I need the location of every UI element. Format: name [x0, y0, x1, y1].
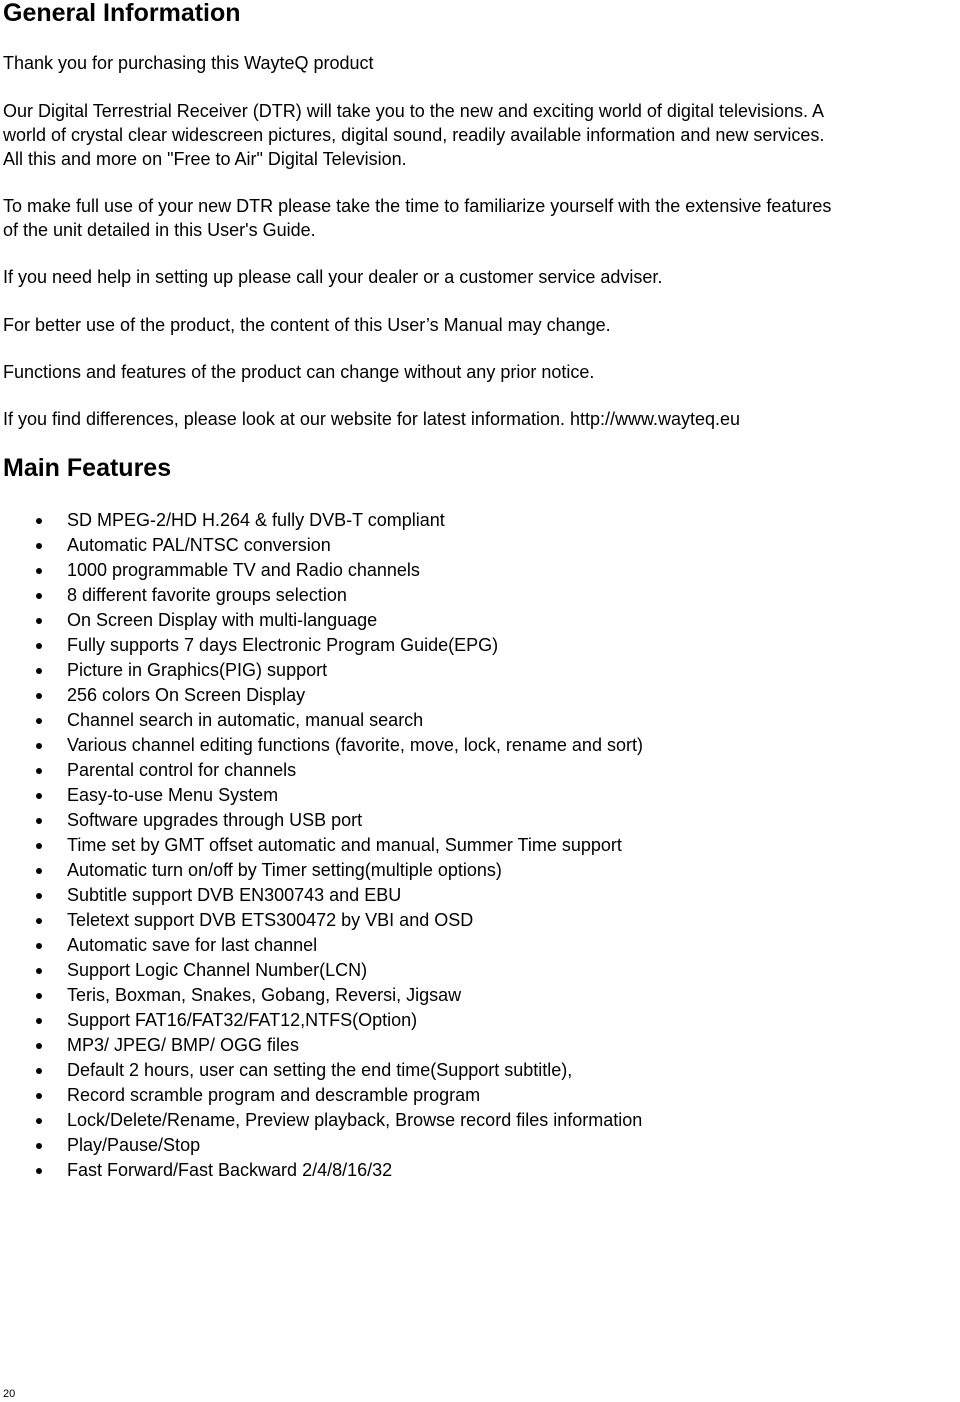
feature-item-text: Teris, Boxman, Snakes, Gobang, Reversi, Jigsaw: [67, 985, 462, 1005]
feature-item-text: 8 different favorite groups selection: [67, 585, 347, 605]
bullet-icon: [36, 943, 42, 949]
feature-item-text: Parental control for channels: [67, 760, 297, 780]
feature-item-text: Fully supports 7 days Electronic Program Guide(EPG): [67, 635, 499, 655]
help-paragraph: If you need help in setting up please call your dealer or a customer service adviser.: [3, 267, 663, 287]
feature-item-text: Teletext support DVB ETS300472 by VBI and OSD: [67, 910, 474, 930]
feature-item-text: Channel search in automatic, manual search: [67, 710, 424, 730]
main-features-heading: Main Features: [3, 454, 172, 482]
bullet-icon: [36, 543, 42, 549]
bullet-icon: [36, 618, 42, 624]
general-information-heading: General Information: [3, 0, 241, 27]
bullet-icon: [36, 793, 42, 799]
bullet-icon: [36, 918, 42, 924]
feature-item-text: Automatic turn on/off by Timer setting(multiple options): [67, 860, 502, 880]
feature-item-text: Picture in Graphics(PIG) support: [67, 660, 328, 680]
feature-item-text: Various channel editing functions (favorite, move, lock, rename and sort): [67, 735, 643, 755]
bullet-icon: [36, 1043, 42, 1049]
feature-item-text: On Screen Display with multi-language: [67, 610, 378, 630]
feature-item-text: Record scramble program and descramble program: [67, 1085, 481, 1105]
thanks-paragraph: Thank you for purchasing this WayteQ product: [3, 53, 374, 73]
bullet-icon: [36, 743, 42, 749]
bullet-icon: [36, 718, 42, 724]
bullet-icon: [36, 1118, 42, 1124]
manual-change-paragraph: For better use of the product, the content of this User’s Manual may change.: [3, 315, 611, 335]
bullet-icon: [36, 843, 42, 849]
bullet-icon: [36, 818, 42, 824]
feature-item-text: Lock/Delete/Rename, Preview playback, Browse record files information: [67, 1110, 643, 1130]
feature-item-text: Subtitle support DVB EN300743 and EBU: [67, 885, 402, 905]
bullet-icon: [36, 893, 42, 899]
feature-item-text: Software upgrades through USB port: [67, 810, 363, 830]
feature-item-text: Automatic PAL/NTSC conversion: [67, 535, 331, 555]
feature-item-text: 256 colors On Screen Display: [67, 685, 306, 705]
website-paragraph: If you find differences, please look at our website for latest information. http://www.wayteq.eu: [3, 409, 741, 429]
bullet-icon: [36, 868, 42, 874]
feature-item-text: Automatic save for last channel: [67, 935, 318, 955]
feature-item-text: Support FAT16/FAT32/FAT12,NTFS(Option): [67, 1010, 418, 1030]
feature-item-text: Fast Forward/Fast Backward 2/4/8/16/32: [67, 1160, 393, 1180]
feature-item-text: MP3/ JPEG/ BMP/ OGG files: [67, 1035, 300, 1055]
feature-item-text: SD MPEG-2/HD H.264 & fully DVB-T compliant: [67, 510, 445, 530]
bullet-icon: [36, 1168, 42, 1174]
feature-item-text: Play/Pause/Stop: [67, 1135, 201, 1155]
intro-paragraph-line-1: Our Digital Terrestrial Receiver (DTR) will take you to the new and exciting world of digital televisions. A: [3, 101, 825, 121]
guide-paragraph-line-2: of the unit detailed in this User's Guide.: [3, 220, 316, 240]
bullet-icon: [36, 768, 42, 774]
guide-paragraph-line-1: To make full use of your new DTR please take the time to familiarize yourself with the extensive features: [3, 196, 832, 216]
notice-paragraph: Functions and features of the product can change without any prior notice.: [3, 362, 595, 382]
feature-item-text: Default 2 hours, user can setting the end time(Support subtitle),: [67, 1060, 573, 1080]
bullet-icon: [36, 593, 42, 599]
bullet-icon: [36, 668, 42, 674]
bullet-icon: [36, 968, 42, 974]
bullet-icon: [36, 1068, 42, 1074]
intro-paragraph-line-3: All this and more on "Free to Air" Digital Television.: [3, 149, 407, 169]
bullet-icon: [36, 1093, 42, 1099]
bullet-icon: [36, 1018, 42, 1024]
bullet-icon: [36, 568, 42, 574]
bullet-icon: [36, 693, 42, 699]
bullet-icon: [36, 643, 42, 649]
intro-paragraph-line-2: world of crystal clear widescreen pictures, digital sound, readily available information and new services.: [3, 125, 825, 145]
feature-item-text: Time set by GMT offset automatic and manual, Summer Time support: [67, 835, 622, 855]
feature-item-text: Easy-to-use Menu System: [67, 785, 279, 805]
bullet-icon: [36, 518, 42, 524]
feature-item-text: 1000 programmable TV and Radio channels: [67, 560, 420, 580]
bullet-icon: [36, 1143, 42, 1149]
feature-item-text: Support Logic Channel Number(LCN): [67, 960, 368, 980]
bullet-icon: [36, 993, 42, 999]
page-number: 20: [3, 1388, 16, 1400]
